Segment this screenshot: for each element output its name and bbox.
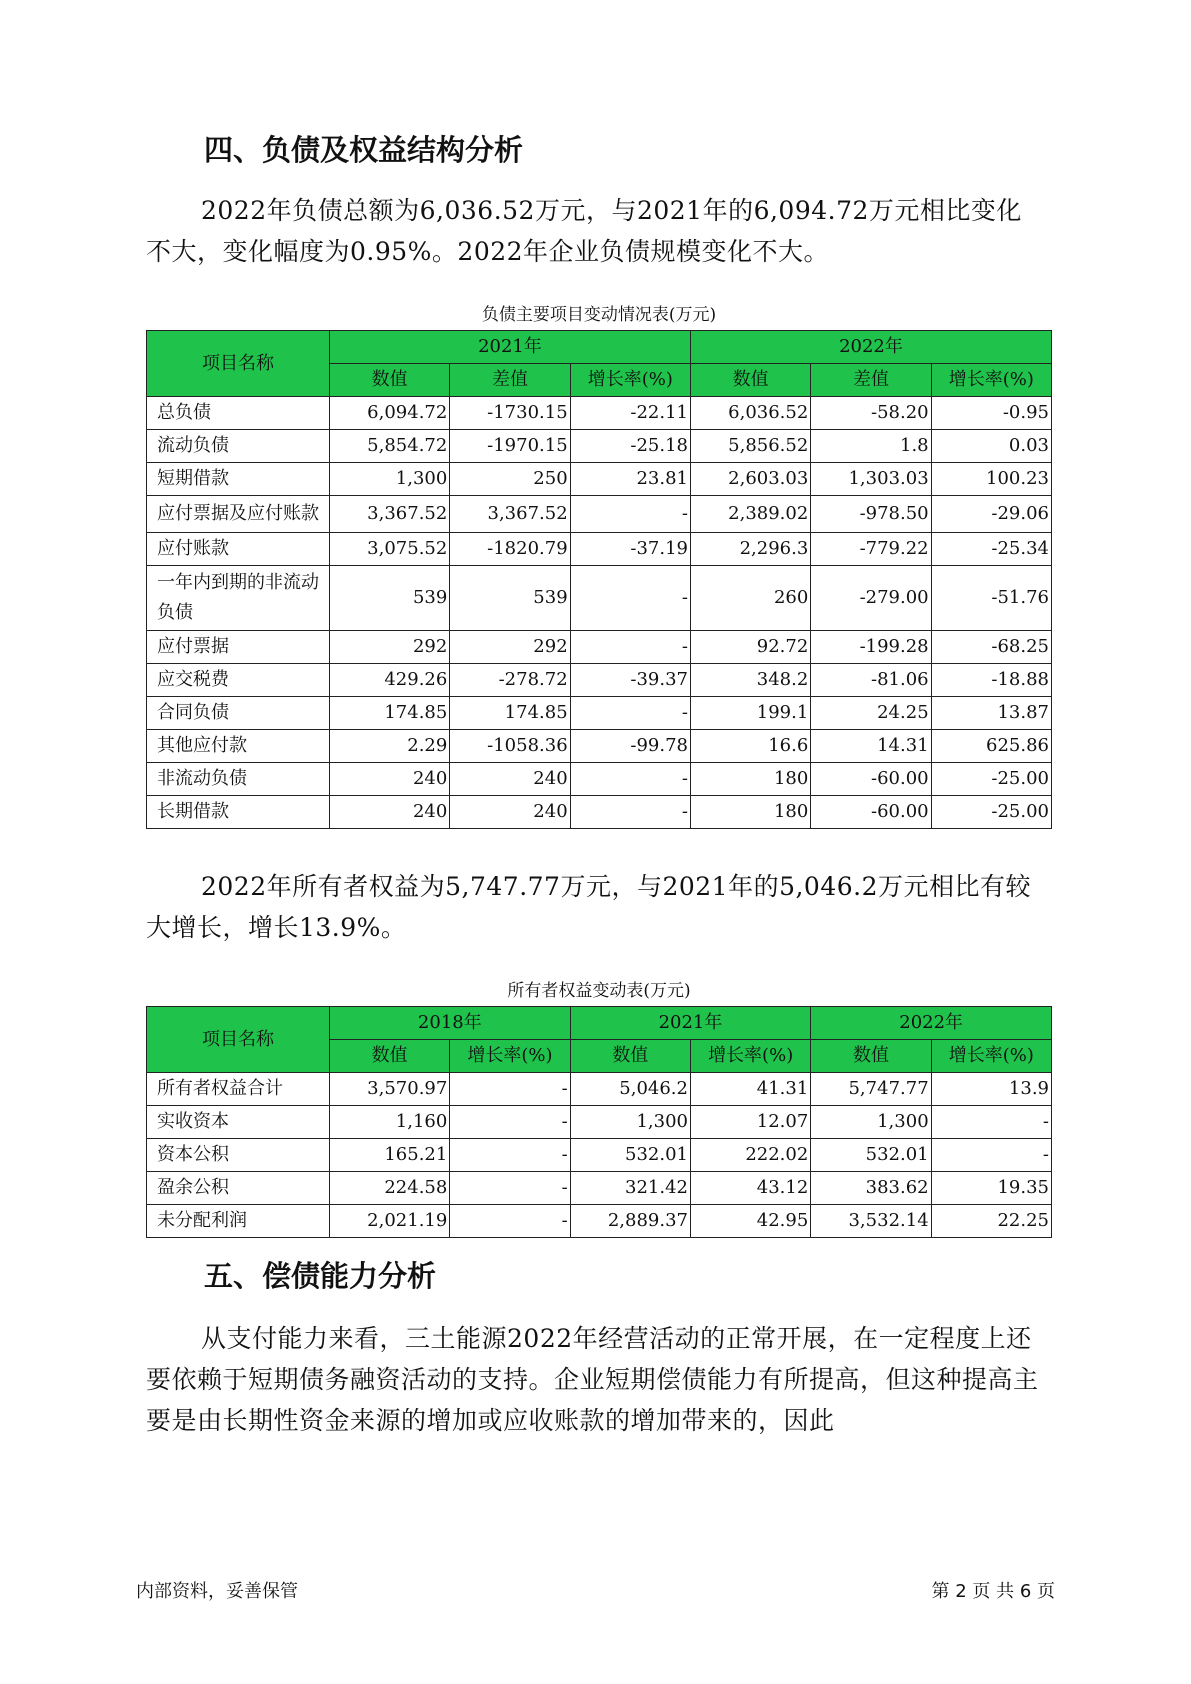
value-cell: -81.06 xyxy=(811,664,931,697)
value-cell: 5,854.72 xyxy=(330,430,450,463)
value-cell: 0.03 xyxy=(931,430,1051,463)
value-cell: 321.42 xyxy=(570,1172,690,1205)
value-cell: -99.78 xyxy=(570,730,690,763)
col-year-2021: 2021年 xyxy=(570,1007,811,1040)
value-cell: -60.00 xyxy=(811,763,931,796)
value-cell: -1058.36 xyxy=(450,730,570,763)
value-cell: 224.58 xyxy=(330,1172,450,1205)
value-cell: 2.29 xyxy=(330,730,450,763)
row-label: 短期借款 xyxy=(147,463,330,496)
subheader-cell: 数值 xyxy=(570,1040,690,1073)
value-cell: 42.95 xyxy=(690,1205,810,1238)
row-label: 其他应付款 xyxy=(147,730,330,763)
section-4-heading: 四、负债及权益结构分析 xyxy=(204,133,524,167)
value-cell: 19.35 xyxy=(931,1172,1051,1205)
value-cell: 5,046.2 xyxy=(570,1073,690,1106)
value-cell: 250 xyxy=(450,463,570,496)
row-label: 实收资本 xyxy=(147,1106,330,1139)
subheader-cell: 数值 xyxy=(330,364,450,397)
table-row xyxy=(147,430,1052,463)
value-cell: 240 xyxy=(330,763,450,796)
subheader-cell: 数值 xyxy=(330,1040,450,1073)
table-row xyxy=(147,664,1052,697)
value-cell: 3,075.52 xyxy=(330,533,450,566)
value-cell: 6,094.72 xyxy=(330,397,450,430)
equity-summary-paragraph: 2022年所有者权益为5,747.77万元，与2021年的5,046.2万元相比有较大增长，增长13.9%。 xyxy=(146,872,1031,942)
value-cell: 222.02 xyxy=(690,1139,810,1172)
value-cell: 532.01 xyxy=(811,1139,931,1172)
value-cell: 6,036.52 xyxy=(690,397,810,430)
value-cell: 22.25 xyxy=(931,1205,1051,1238)
subheader-cell: 数值 xyxy=(811,1040,931,1073)
value-cell: 23.81 xyxy=(570,463,690,496)
subheader-cell: 增长率(%) xyxy=(450,1040,570,1073)
value-cell: 180 xyxy=(690,763,810,796)
value-cell: -1730.15 xyxy=(450,397,570,430)
value-cell: 2,296.3 xyxy=(690,533,810,566)
value-cell: -37.19 xyxy=(570,533,690,566)
value-cell: 174.85 xyxy=(450,697,570,730)
table-row xyxy=(147,730,1052,763)
value-cell: 1.8 xyxy=(811,430,931,463)
value-cell: 13.87 xyxy=(931,697,1051,730)
table-row xyxy=(147,697,1052,730)
value-cell: 1,300 xyxy=(570,1106,690,1139)
row-label: 所有者权益合计 xyxy=(147,1073,330,1106)
value-cell: 292 xyxy=(450,631,570,664)
value-cell: - xyxy=(570,763,690,796)
value-cell: - xyxy=(570,697,690,730)
value-cell: 100.23 xyxy=(931,463,1051,496)
value-cell: -58.20 xyxy=(811,397,931,430)
row-label: 合同负债 xyxy=(147,697,330,730)
value-cell: 16.6 xyxy=(690,730,810,763)
subheader-cell: 增长率(%) xyxy=(570,364,690,397)
value-cell: 13.9 xyxy=(931,1073,1051,1106)
table-row xyxy=(147,796,1052,829)
row-label: 长期借款 xyxy=(147,796,330,829)
row-label: 流动负债 xyxy=(147,430,330,463)
value-cell: - xyxy=(570,796,690,829)
subheader-cell: 差值 xyxy=(811,364,931,397)
value-cell: 12.07 xyxy=(690,1106,810,1139)
value-cell: -68.25 xyxy=(931,631,1051,664)
value-cell: 180 xyxy=(690,796,810,829)
value-cell: - xyxy=(450,1205,570,1238)
value-cell: 1,303.03 xyxy=(811,463,931,496)
value-cell: 41.31 xyxy=(690,1073,810,1106)
row-label: 未分配利润 xyxy=(147,1205,330,1238)
col-year-2021: 2021年 xyxy=(330,331,691,364)
table-row xyxy=(147,533,1052,566)
table-row xyxy=(147,496,1052,533)
value-cell: -60.00 xyxy=(811,796,931,829)
value-cell: 625.86 xyxy=(931,730,1051,763)
row-label: 应付账款 xyxy=(147,533,330,566)
row-label: 一年内到期的非流动负债 xyxy=(147,566,330,631)
value-cell: 292 xyxy=(330,631,450,664)
row-label: 盈余公积 xyxy=(147,1172,330,1205)
value-cell: -22.11 xyxy=(570,397,690,430)
value-cell: - xyxy=(450,1106,570,1139)
value-cell: 240 xyxy=(330,796,450,829)
value-cell: 2,889.37 xyxy=(570,1205,690,1238)
value-cell: 1,300 xyxy=(811,1106,931,1139)
footer-page-number: 第 2 页 共 6 页 xyxy=(931,1581,1055,1602)
value-cell: 539 xyxy=(450,566,570,631)
value-cell: 348.2 xyxy=(690,664,810,697)
value-cell: - xyxy=(570,566,690,631)
liabilities-table xyxy=(146,330,1052,829)
value-cell: 3,570.97 xyxy=(330,1073,450,1106)
value-cell: 1,300 xyxy=(330,463,450,496)
value-cell: 43.12 xyxy=(690,1172,810,1205)
value-cell: 429.26 xyxy=(330,664,450,697)
value-cell: -25.34 xyxy=(931,533,1051,566)
value-cell: -1970.15 xyxy=(450,430,570,463)
value-cell: 199.1 xyxy=(690,697,810,730)
value-cell: -25.00 xyxy=(931,796,1051,829)
col-year-2022: 2022年 xyxy=(811,1007,1052,1040)
value-cell: -0.95 xyxy=(931,397,1051,430)
value-cell: 92.72 xyxy=(690,631,810,664)
value-cell: - xyxy=(570,496,690,533)
value-cell: 165.21 xyxy=(330,1139,450,1172)
table-row xyxy=(147,463,1052,496)
value-cell: 2,389.02 xyxy=(690,496,810,533)
value-cell: 3,367.52 xyxy=(330,496,450,533)
value-cell: - xyxy=(450,1172,570,1205)
value-cell: -25.00 xyxy=(931,763,1051,796)
value-cell: 240 xyxy=(450,763,570,796)
value-cell: - xyxy=(931,1139,1051,1172)
row-label: 应付票据及应付账款 xyxy=(147,496,330,533)
value-cell: 2,603.03 xyxy=(690,463,810,496)
table-row xyxy=(147,1139,1052,1172)
value-cell: 174.85 xyxy=(330,697,450,730)
table-row xyxy=(147,1172,1052,1205)
row-label: 应交税费 xyxy=(147,664,330,697)
value-cell: -199.28 xyxy=(811,631,931,664)
value-cell: -39.37 xyxy=(570,664,690,697)
subheader-cell: 差值 xyxy=(450,364,570,397)
value-cell: 383.62 xyxy=(811,1172,931,1205)
value-cell: - xyxy=(570,631,690,664)
row-label: 应付票据 xyxy=(147,631,330,664)
subheader-cell: 增长率(%) xyxy=(931,364,1051,397)
subheader-cell: 增长率(%) xyxy=(690,1040,810,1073)
equity-table xyxy=(146,1006,1052,1238)
liabilities-summary-paragraph: 2022年负债总额为6,036.52万元，与2021年的6,094.72万元相比变化不大，变化幅度为0.95%。2022年企业负债规模变化不大。 xyxy=(146,196,1022,266)
table-row xyxy=(147,631,1052,664)
value-cell: 5,747.77 xyxy=(811,1073,931,1106)
table-row xyxy=(147,1106,1052,1139)
value-cell: 539 xyxy=(330,566,450,631)
value-cell: -51.76 xyxy=(931,566,1051,631)
subheader-cell: 数值 xyxy=(690,364,810,397)
value-cell: -18.88 xyxy=(931,664,1051,697)
value-cell: -25.18 xyxy=(570,430,690,463)
table-row xyxy=(147,1073,1052,1106)
table-row xyxy=(147,763,1052,796)
table-row xyxy=(147,566,1052,631)
value-cell: 3,367.52 xyxy=(450,496,570,533)
footer-confidential-note: 内部资料，妥善保管 xyxy=(136,1581,298,1602)
table-row xyxy=(147,397,1052,430)
value-cell: -29.06 xyxy=(931,496,1051,533)
value-cell: - xyxy=(450,1073,570,1106)
col-year-2022: 2022年 xyxy=(690,331,1051,364)
value-cell: 1,160 xyxy=(330,1106,450,1139)
value-cell: -978.50 xyxy=(811,496,931,533)
liabilities-table-caption: 负债主要项目变动情况表(万元) xyxy=(481,305,717,325)
col-item-name: 项目名称 xyxy=(147,331,330,397)
value-cell: 2,021.19 xyxy=(330,1205,450,1238)
section-5-heading: 五、偿债能力分析 xyxy=(204,1259,437,1293)
subheader-cell: 增长率(%) xyxy=(931,1040,1051,1073)
value-cell: -1820.79 xyxy=(450,533,570,566)
value-cell: -278.72 xyxy=(450,664,570,697)
col-item-name: 项目名称 xyxy=(147,1007,330,1073)
row-label: 非流动负债 xyxy=(147,763,330,796)
value-cell: 5,856.52 xyxy=(690,430,810,463)
value-cell: 260 xyxy=(690,566,810,631)
row-label: 总负债 xyxy=(147,397,330,430)
value-cell: 240 xyxy=(450,796,570,829)
solvency-paragraph: 从支付能力来看，三土能源2022年经营活动的正常开展，在一定程度上还要依赖于短期债务融资活动的支持。企业短期偿债能力有所提高，但这种提高主要是由长期性资金来源的增加或应收账款的增加带来的，因此 xyxy=(146,1324,1039,1435)
value-cell: 24.25 xyxy=(811,697,931,730)
value-cell: -279.00 xyxy=(811,566,931,631)
col-year-2018: 2018年 xyxy=(330,1007,571,1040)
row-label: 资本公积 xyxy=(147,1139,330,1172)
value-cell: - xyxy=(931,1106,1051,1139)
value-cell: 3,532.14 xyxy=(811,1205,931,1238)
value-cell: 532.01 xyxy=(570,1139,690,1172)
equity-table-caption: 所有者权益变动表(万元) xyxy=(507,981,691,1001)
table-row xyxy=(147,1205,1052,1238)
value-cell: 14.31 xyxy=(811,730,931,763)
value-cell: - xyxy=(450,1139,570,1172)
value-cell: -779.22 xyxy=(811,533,931,566)
